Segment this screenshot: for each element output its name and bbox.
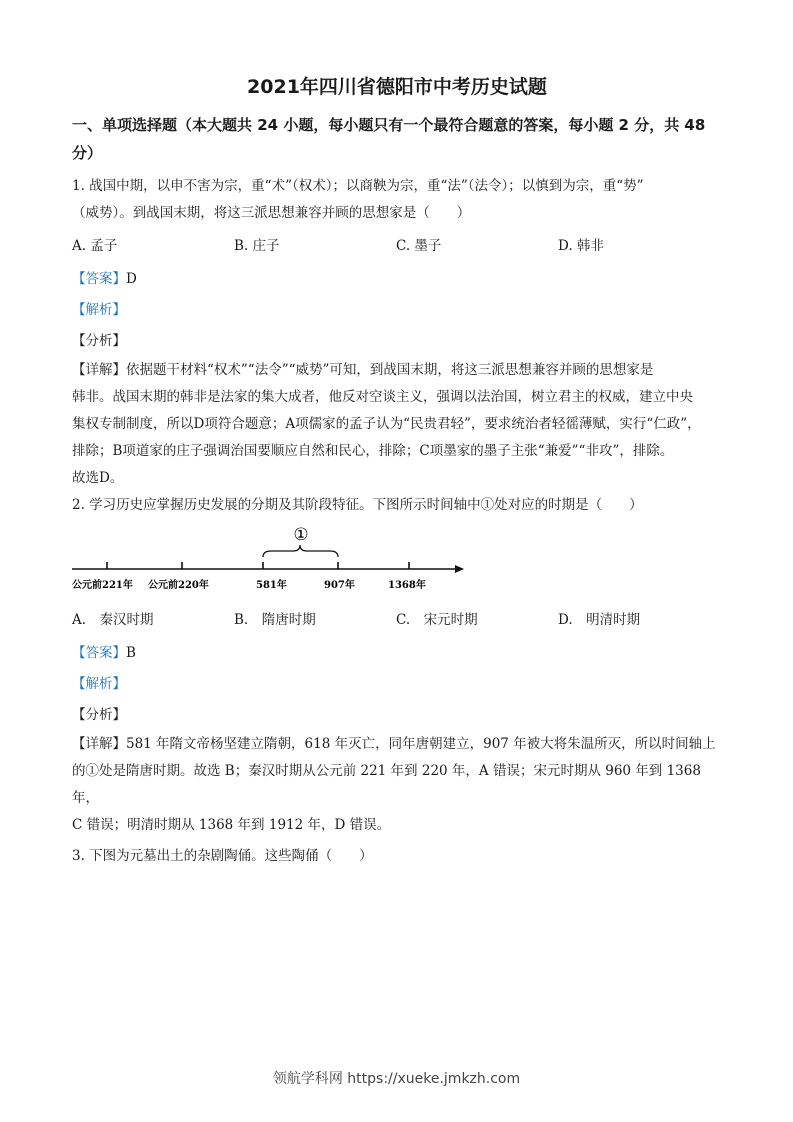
q2-option-a: A. 秦汉时期 <box>72 612 154 628</box>
timeline-arrow-icon <box>455 565 464 573</box>
q2-detail-line3: C 错误；明清时期从 1368 年到 1912 年，D 错误。 <box>72 817 391 833</box>
label-1368: 1368年 <box>388 580 426 591</box>
q1-fenxi <box>72 326 722 357</box>
q1-detail-tag: 【详解】 <box>72 362 126 378</box>
q1-option-a: A. 孟子 <box>72 238 118 254</box>
q2-fenxi <box>72 700 722 731</box>
q1-detail-line2: 韩非。战国末期的韩非是法家的集大成者，他反对空谈主义，强调以法治国，树立君主的权威，建立中央 <box>72 389 693 405</box>
q1-answer-value: D <box>126 271 137 287</box>
period-brace <box>263 545 338 557</box>
page-footer: 领航学科网 https://xueke.jmkzh.com <box>272 1071 521 1087</box>
label-907: 907年 <box>324 580 355 591</box>
timeline-figure <box>72 523 722 601</box>
q1-detail-line1 <box>72 357 722 384</box>
period-marker: ① <box>293 525 309 545</box>
q2-option-d: D. 明清时期 <box>558 612 641 628</box>
q2-detail-tag: 【详解】 <box>72 736 126 752</box>
timeline-svg <box>72 523 472 601</box>
q1-detail-line5: 故选D。 <box>72 470 124 486</box>
q2-detail-text1: 581 年隋文帝杨坚建立隋朝，618 年灭亡，同年唐朝建立，907 年被大将朱温所灭，所以时间轴上 <box>126 736 716 752</box>
q2-fenxi-tag: 【分析】 <box>72 707 126 723</box>
q1-detail-line3: 集权专制制度，所以D项符合题意；A项儒家的孟子认为“民贵君轻”，要求统治者轻徭薄赋，实行“仁政”， <box>72 416 701 432</box>
q2-detail-line1 <box>72 731 722 758</box>
question-2 <box>72 492 722 839</box>
label-220: 公元前220年 <box>148 580 209 591</box>
question-3 <box>72 843 722 870</box>
q2-analysis-tag: 【解析】 <box>72 676 126 692</box>
q1-analysis <box>72 295 722 326</box>
q1-option-c: C. 墨子 <box>396 238 442 254</box>
section-heading: 一、单项选择题（本大题共 24 小题，每小题只有一个最符合题意的答案，每小题 2 分，共 48 分） <box>72 116 706 162</box>
page-title: 2021年四川省德阳市中考历史试题 <box>247 76 547 98</box>
q2-stem: 2. 学习历史应掌握历史发展的分期及其阶段特征。下图所示时间轴中①处对应的时期是（ ） <box>72 497 643 513</box>
q1-detail-text1: 依据题干材料“权术”“法令”“威势”可知，到战国末期，将这三派思想兼容并顾的思想家是 <box>126 362 654 378</box>
q2-option-c: C. 宋元时期 <box>396 612 478 628</box>
q1-detail-line4: 排除；B项道家的庄子强调治国要顺应自然和民心，排除；C项墨家的墨子主张“兼爱”“非攻”，排除。 <box>72 443 674 459</box>
document-page <box>72 72 722 870</box>
label-221bc: 公元前221年 <box>72 580 133 591</box>
q2-answer-tag: 【答案】 <box>72 645 126 661</box>
q1-analysis-tag: 【解析】 <box>72 302 126 318</box>
q2-detail-line2: 的①处是隋唐时期。故选 B；秦汉时期从公元前 221 年到 220 年，A 错误；宋元时期从 960 年到 1368 年， <box>72 763 701 806</box>
q1-stem-line1: 1. 战国中期，以申不害为宗，重“术”（权术）；以商鞅为宗，重“法”（法令）；以慎到为宗，重“势” <box>72 178 644 194</box>
q1-fenxi-tag: 【分析】 <box>72 333 126 349</box>
q2-answer <box>72 638 722 669</box>
question-1 <box>72 173 722 492</box>
q1-option-d: D. 韩非 <box>558 238 604 254</box>
q2-options <box>72 607 722 634</box>
q1-option-b: B. 庄子 <box>234 238 280 254</box>
q2-answer-value: B <box>126 645 136 661</box>
q1-answer-tag: 【答案】 <box>72 271 126 287</box>
q3-stem: 3. 下图为元墓出土的杂剧陶俑。这些陶俑（ ） <box>72 848 373 864</box>
q1-answer <box>72 264 722 295</box>
q1-options <box>72 233 722 260</box>
q2-analysis <box>72 669 722 700</box>
label-581: 581年 <box>256 580 287 591</box>
q2-option-b: B. 隋唐时期 <box>234 612 316 628</box>
q1-stem-line2: （威势）。到战国末期，将这三派思想兼容并顾的思想家是（ ） <box>72 205 471 221</box>
